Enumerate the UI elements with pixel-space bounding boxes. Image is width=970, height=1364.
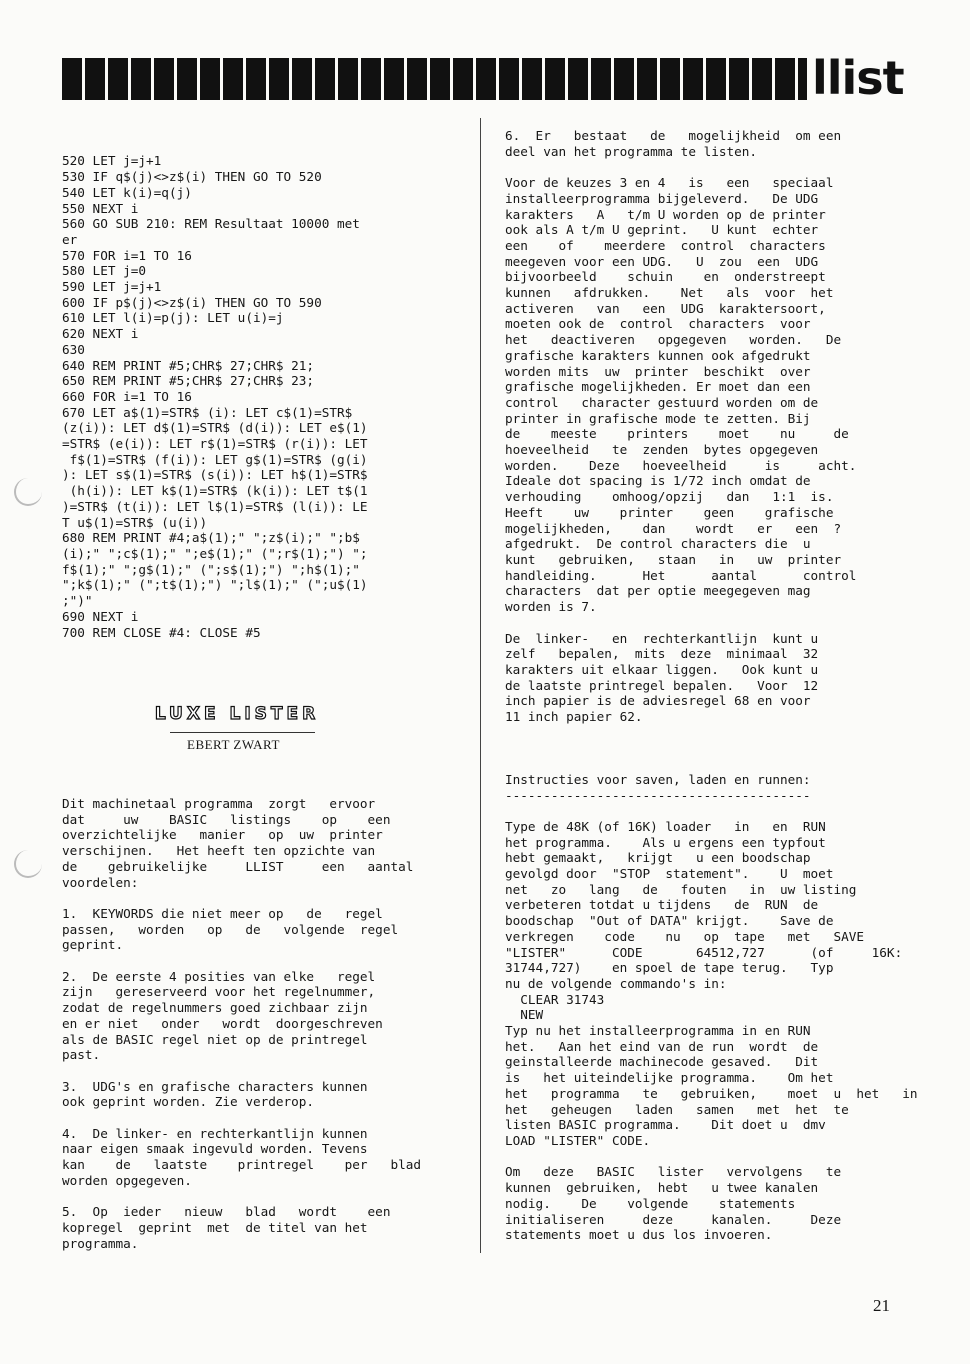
page-number: 21 — [873, 1296, 890, 1315]
article-author: EBERT ZWART — [187, 737, 280, 752]
article-intro-text: Dit machinetaal programma zorgt ervoor dat uw BASIC listings op een overzichtelijke manier op uw printer verschijnen. Het heeft ten opzichte van de gebruikelijke LLIST een aantal voordelen: 1. KEYWORDS die niet meer op de regel passen, worden op de volgende regel geprint. 2. De eerste 4 posities van elke regel zijn gereserveerd voor het regelnummer, zodat de regelnummers goed zichbaar zijn en er niet onder wordt doorgeschreven als de BASIC regel niet op de printregel past. 3. UDG's en grafische characters kunnen ook geprint worden. Zie verderop. 4. De linker- en rechterkantlijn kunnen naar eigen smaak ingevuld worden. Tevens kan de laatste printregel per blad worden opgegeven. 5. Op ieder nieuw blad wordt een kopregel geprint met de titel van het programma. — [62, 796, 422, 1251]
column-divider — [480, 118, 481, 1253]
article-title: LUXE LISTER — [154, 704, 320, 724]
header-bar-stripes — [62, 58, 807, 100]
left-column — [62, 122, 454, 656]
binder-hole-mark — [14, 850, 42, 878]
binder-hole-mark — [14, 478, 42, 506]
right-column-text: 6. Er bestaat de mogelijkheid om een deel van het programma te listen. Voor de keuzes 3 en 4 is een speciaal installeerprogramma bijgeleverd. De UDG karakters A t/m U worden op de printer ook als A t/m U geprint. U kunt echter een of meerdere control characters meegeven voor een UDG. U zou een UDG bijvoorbeeld schuin en onderstreept kunnen afdrukken. Net als voor het activeren van een UDG karaktersoort, moeten ook de control characters voor het deactiveren opgegeven worden. De grafische karakters kunnen ook afgedrukt worden mits uw printer beschikt over grafische mogelijkheden. Er moet dan een control character gestuurd worden om de printer in grafische mode te zetten. Bij de meeste printers moet nu de hoeveelheid te zenden bytes opgegeven worden. Deze hoeveelheid is acht. Ideale dot spacing is 1/72 inch omdat de verhouding omhoog/opzij dan 1:1 is. Heeft uw printer geen grafische mogelijkheden, dan wordt er een ? afgedrukt. De control characters die u kunt gebruiken, staan in uw printer handleiding. Het aantal control characters dat per optie meegegeven mag worden is 7. De linker- en rechterkantlijn kunt u zelf bepalen, mits deze minimaal 32 karakters uit elkaar liggen. Ook kunt u de laatste printregel bepalen. Voor 12 inch papier is de adviesregel 68 en voor 11 inch papier 62. Instructies voor saven, laden en runnen: ---------------------------------------- Type de 48K (of 16K) loader in en RUN het programma. Als u ergens een typfout hebt gemaakt, krijgt u een boodschap gevolgd door "STOP statement". U moet net zo lang de fouten in uw listing verbeteren totdat u tijdens de RUN de boodschap "Out of DATA" krijgt. Save de verkregen code nu op tape met SAVE "LISTER" CODE 64512,727 (of 16K: 31744,727) en spoel de tape terug. Typ nu de volgende commando's in: CLEAR 31743 NEW Typ nu het installeerprogramma in en RUN het. Aan het eind van de run wordt de geinstalleerde machinecode gesaved. Dit is het uiteindelijke programma. Om het het programma te gebruiken, moet u het in het geheugen laden samen met het te listen BASIC programma. Dit doet u dmv LOAD "LISTER" CODE. Om deze BASIC lister vervolgens te kunnen gebruiken, hebt u twee kanalen nodig. De volgende statements initialiseren deze kanalen. Deze statements moet u dus los invoeren. — [505, 128, 918, 1243]
basic-listing: 520 LET j=j+1 530 IF q$(j)<>z$(i) THEN GO TO 520 540 LET k(i)=q(j) 550 NEXT i 560 GO SUB 210: REM Resultaat 10000 met er 570 FOR i=1 TO 16 580 LET j=0 590 LET j=j+1 600 IF p$(j)<>z$(i) THEN GO TO 590 610 LET l(i)=p(j): LET u(i)=j 620 NEXT i 630 640 REM PRINT #5;CHR$ 27;CHR$ 21; 650 REM PRINT #5;CHR$ 27;CHR$ 23; 660 FOR i=1 TO 16 670 LET a$(1)=STR$ (i): LET c$(1)=STR$ (z(i)): LET d$(1)=STR$ (d(i)): LET e$(1) =STR$ (e(i)): LET r$(1)=STR$ (r(i)): LET f$(1)=STR$ (f(i)): LET g$(1)=STR$ (g(i) ): LET s$(1)=STR$ (s(i)): LET h$(1)=STR$ (h(i)): LET k$(1)=STR$ (k(i)): LET t$(1 )=STR$ (t(i)): LET l$(1)=STR$ (l(i)): LE T u$(1)=STR$ (u(i)) 680 REM PRINT #4;a$(1);" ";z$(i);" ";b$ (i);" ";c$(1);" ";e$(1);" (";r$(1);") "; f$(1);" ";g$(1);" (";s$(1);") ";h$(1);" ";k$(1);" (";t$(1);") ";l$(1);" (";u$(1) ;")" 690 NEXT i 700 REM CLOSE #4: CLOSE #5 — [62, 153, 368, 640]
title-rule — [170, 732, 315, 733]
list-logo: llist — [812, 51, 904, 105]
